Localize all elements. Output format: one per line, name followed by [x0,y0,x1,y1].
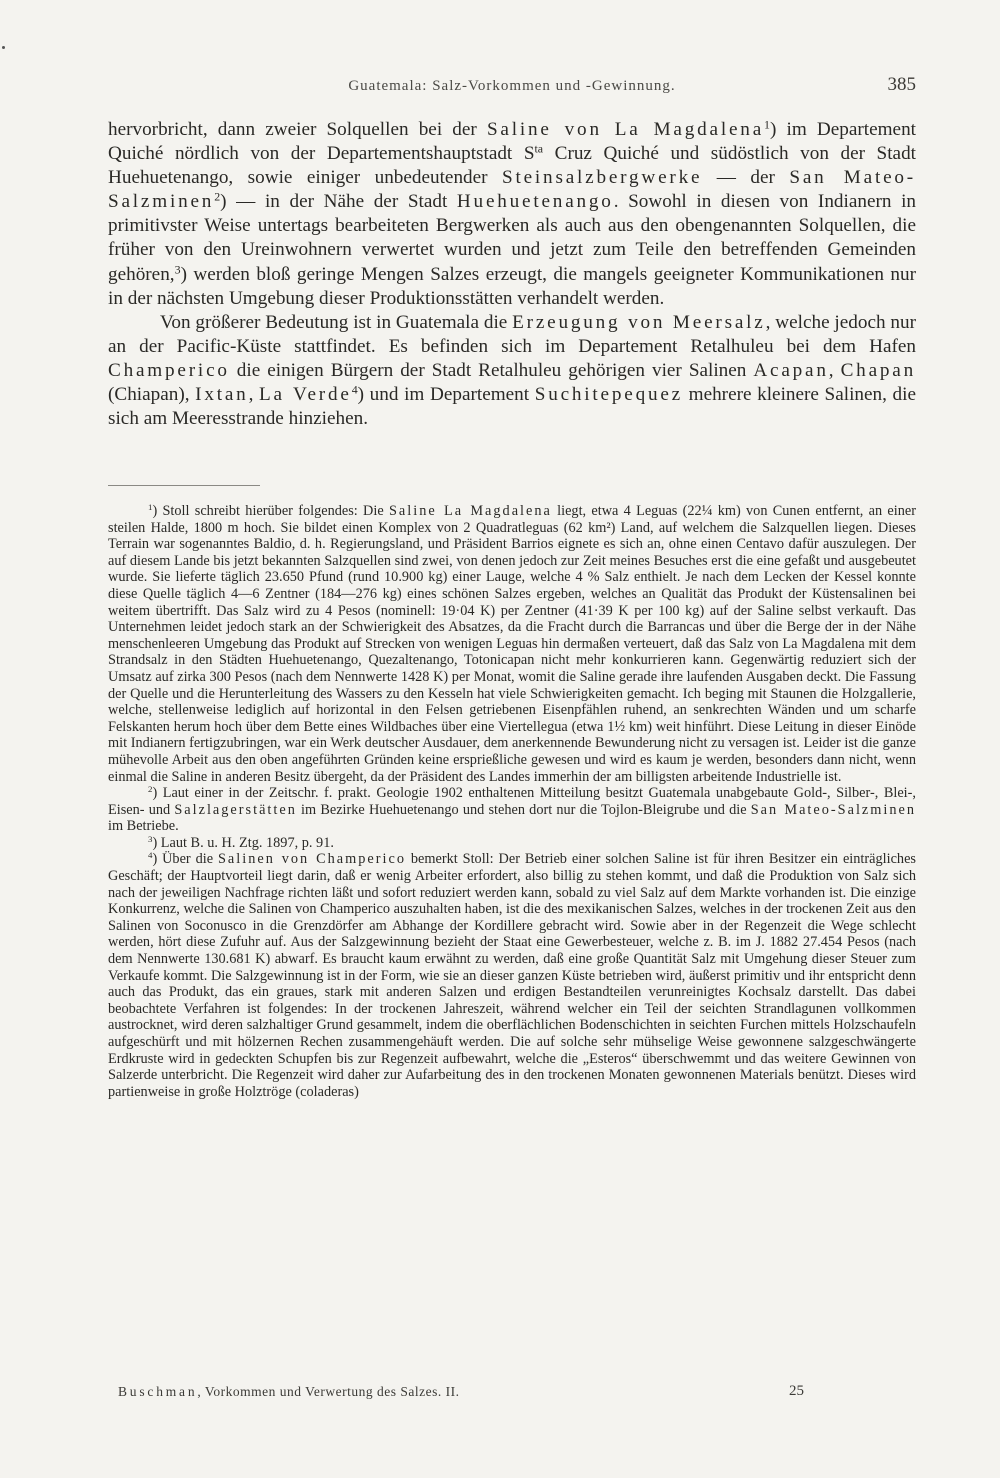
footnote-ref: 1 [764,117,770,132]
page-footer [108,1384,916,1404]
paragraph-2 [108,311,916,431]
text-run: ) und im Departement [357,384,535,406]
text-run: ) — in der Nähe der Stadt [220,191,457,213]
spaced-term: Saline von La Magdalena [486,119,765,140]
page-header [108,74,916,104]
footnote-4 [108,851,916,1100]
text-run: Cruz Quiché und südöstlich von der Stadt Huehuetenango, sowie einiger unbedeutender [108,143,916,189]
text-run: liegt, etwa 4 Leguas (22¼ km) von Cunen entfernt, an einer steilen Halde, 1800 m hoch. Sie bildet einen Komplex von 2 Quadratleguas (62 km²) Land, auf welchem die Salzquellen liegen. Dieses Terrain war sogenanntes Baldio, d. h. Regierungsland, und Präsident Barrios eignete es sich an, ohne einen Centavo dafür auszulegen. Der auf diesem Lande bis jetzt bekannten Salzquellen sind zwei, von denen jedoch zur Zeit meines Besuches erst die eine gefaßt und ausgebeutet wurde. Sie lieferte täglich 23.650 Pfund (rund 10.900 kg) einer Lauge, welche 4 % Salz enthielt. Je nach dem Lecken der Kessel konnte diese Quelle täglich 4—6 Zentner (184—276 kg) eines schönen Salzes ergeben, welches an Qualität das Produkt der Küstensalinen bei weitem übertrifft. Das Salz wird zu 4 Pesos (nominell: 19·04 K) per Zentner (41·39 K per 100 kg) auf der Saline selbst verkauft. Das Unternehmen leidet jedoch stark an der Schwierigkeit des Absatzes, da die Fracht durch die Barrancas und über die Berge der in der Nähe menschenleeren Umgebung das Produkt auf Strecken von wenigen Leguas hin dermaßen verteuert, daß das Salz von La Magdalena mit dem Strandsalz in den Städten Huehuetenango, Quezaltenango, Totonicapan nicht mehr konkurrieren kann. Gegenwärtig reduziert sich der Umsatz auf zirka 300 Pesos (nach dem Nennwerte 1428 K) per Monat, womit die Saline gerade ihre laufenden Ausgaben deckt. Die Fassung der Quelle und die Herunterleitung des Wassers zu den Kesseln hat viele Schwierigkeiten gemacht. Ich beging mit Staunen die Holzgallerie, welche, stellenweise lediglich auf horizontal in den Felsen getriebenen Eisenpfählen ruhend, an senkrechten Wänden und um scharfe Felskanten herum hoch über dem Bette eines Wildbaches über eine Viertellegua (etwa 1½ km) weit hinführt. Diese Leitung in dieser Einöde mit Indianern fertigzubringen, war ein Werk deutscher Ausdauer, dem anerkennende Bewunderung nicht zu versagen ist. Leider ist die ganze mühevolle Arbeit aus den oben angeführten Gründen keine ersprießliche gewesen und wird es kaum je werden, besonders dann nicht, wenn einmal die Saline in anderen Besitz übergeht, da der Präsident des Landes immerhin der am billigsten arbeitende Industrielle ist. [108,503,916,785]
spaced-term: Salinen von Champerico [217,851,406,868]
superscript: ta [534,141,544,156]
text-run: im Betriebe. [108,818,179,835]
text-run: bemerkt Stoll: Der Betrieb einer solchen Saline ist für ihren Besitzer ein einträgliches Geschäft; der Hauptvorteil liegt darin, daß er wenig Arbeiter erfordert, also billig zu stehen kommt, und daß die Produktion von Salz sich nach der jeweiligen Nachfrage richten läßt und sofort reduziert werden kann, sobald zu viel Salz auf dem Markte vorhanden ist. Die einzige Konkurrenz, welche die Salinen von Champerico auszuhalten haben, ist die des mexikanischen Salzes, welches in der trockenen Zeit aus den Salinen von Soconusco in die Grenzdörfer am Abhange der Kordillere gebracht wird. Sowie aber in der Regenzeit die Wege schlecht werden, hört diese Zufuhr auf. Aus der Salzgewinnung bezieht der Staat eine Gewerbesteuer, welche z. B. im J. 1882 27.454 Pesos (nach dem Nennwerte 130.681 K) abwarf. Es braucht kaum erwähnt zu werden, daß eine große Quantität Salz mit Umgehung dieser Steuer zum Verkaufe kommt. Die Salzgewinnung ist in der Form, wie sie an dieser ganzen Küste betrieben wird, äußerst primitiv und ihr entspricht denn auch das Produkt, das ein graues, stark mit anderen Salzen und erdigen Bestandteilen verunreinigtes Kochsalz darstellt. Das dabei beobachtete Verfahren ist folgendes: In der trockenen Jahreszeit, während welcher ein Teil der seichten Strandlagunen vollkommen austrocknet, wird deren salzhaltiger Grund gesammelt, indem die oberflächlichen Bodenschichten in seichten Furchen mittels Holzschaufeln aufgeschürft und mit hölzernen Rechen zusammengehäuft werden. Die auf solche sehr mühselige Weise gewonnene salzgeschwängerte Erdkruste wird in gedeckten Schupfen bis zur Regenzeit aufbewahrt, welche die „Esteros“ überschwemmt und das weitere Gewinnen von Salzerde unterbricht. Die Regenzeit wird daher zur Aufarbeitung des in den trockenen Monaten gewonnenen Materials benützt. Dieses wird partienweise in große Holztröge (coladeras) [108,851,916,1100]
text-run: , welche jedoch nur an der Pacific-Küste stattfindet. Es befinden sich im Departement Retalhuleu bei dem Hafen [108,311,916,357]
spaced-term: Acapan [753,359,829,381]
footer-title: , Vorkommen und Verwertung des Salzes. II. [197,1384,460,1399]
text-run: ) Über die [152,851,218,868]
spaced-term: Suchitepequez [534,384,684,406]
spaced-term: Champerico [108,359,230,381]
text-run: ) im Departement Quiché nördlich von der Departementshauptstadt S [108,119,916,165]
text-run: ) Stoll schreibt hierüber folgendes: Die [152,503,389,519]
spaced-term: Ixtan [195,384,249,406]
footnote-ref: 2 [214,189,221,204]
footnote-mark: 4 [148,850,153,861]
text-run: , [248,384,260,406]
signature-mark: 25 [789,1383,804,1399]
footnote-separator [108,485,260,486]
spaced-term: Salzlagerstätten [174,801,297,818]
text-run: . Sowohl in diesen von Indianern in primitivster Weise untertags bearbeiteten Bergwerken als auch aus den obengenannten Solquellen, die früher von den Ureinwohnern verwertet wurden und jetzt zum Teile den betreffenden Gemeinden gehören, [108,191,916,285]
paragraph-1 [108,118,916,311]
page-number: 385 [887,74,916,95]
text-run: hervorbricht, dann zweier Solquellen bei der [108,119,487,140]
spaced-term: San Mateo-Salzminen [750,801,916,818]
text-run: (Chiapan), [108,384,196,406]
spaced-term: Saline La Magdalena [388,503,552,519]
text-run: mehrere kleinere Salinen, die sich am Meeresstrande hinziehen. [108,384,916,430]
text-run: , [828,359,841,381]
text-run: im Bezirke Huehuetenango und stehen dort nur die Tojlon-Bleigrube und die [296,801,751,818]
spaced-term: La Verde [259,384,352,406]
spaced-term: Steinsalzbergwerke [502,167,703,189]
footnote-mark: 1 [148,502,153,513]
scan-speck [2,46,5,49]
spaced-term: Erzeugung von Meersalz [512,311,766,333]
spaced-term: San Mateo-Salzminen [108,167,916,213]
text-run: ) Laut B. u. H. Ztg. 1897, p. 91. [152,834,334,851]
footnote-ref: 3 [174,262,181,277]
footer-author: Buschman [118,1384,198,1399]
running-title: Guatemala: Salz-Vorkommen und -Gewinnung. [348,78,676,94]
footnote-mark: 3 [148,834,153,844]
main-text [108,118,916,431]
text-run: ) werden bloß geringe Mengen Salzes erzeugt, die mangels geeigneter Kommunikationen nur in der nächsten Umgebung dieser Produktionsstätten verhandelt werden. [108,263,916,309]
footnote-3 [108,835,916,852]
footer-imprint [118,1384,460,1400]
footnote-ref: 4 [351,382,358,397]
footnote-2 [108,785,916,835]
footnote-1 [108,503,916,785]
footnotes [108,503,916,1100]
spaced-term: Huehuetenango [456,191,614,213]
text-run: die einigen Bürgern der Stadt Retalhuleu gehörigen vier Salinen [229,359,754,381]
footnote-mark: 2 [148,784,153,795]
text-run: ) Laut einer in der Zeitschr. f. prakt. Geologie 1902 enthaltenen Mitteilung besitzt Guatemala unabgebaute Gold-, Silber-, Blei-, Eisen- und [108,785,916,818]
text-run: Von größerer Bedeutung ist in Guatemala die [160,311,513,333]
text-run: — der [702,167,790,189]
spaced-term: Chapan [840,359,916,381]
